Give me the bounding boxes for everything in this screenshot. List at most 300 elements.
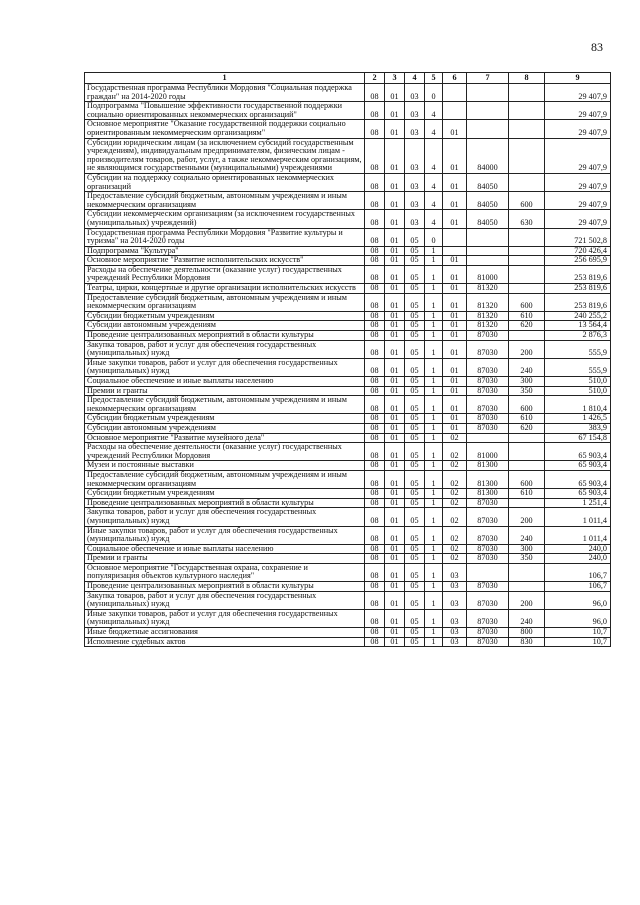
row-code	[509, 120, 545, 138]
row-code: 87030	[467, 609, 509, 627]
row-description: Подпрограмма "Повышение эффективности государственной поддержки социально ориентированных некоммерческих организаций"	[85, 102, 365, 120]
row-description: Закупка товаров, работ и услуг для обеспечения государственных (муниципальных) нужд	[85, 591, 365, 609]
row-code: 81000	[467, 443, 509, 461]
row-code: 01	[385, 311, 405, 321]
row-amount: 1 810,4	[545, 396, 611, 414]
row-code: 240	[509, 358, 545, 376]
row-amount: 510,0	[545, 386, 611, 396]
column-header: 7	[467, 73, 509, 84]
row-code: 87030	[467, 591, 509, 609]
row-description: Иные закупки товаров, работ и услуг для обеспечения государственных (муниципальных) нужд	[85, 358, 365, 376]
row-code: 1	[425, 265, 443, 283]
row-code: 08	[365, 102, 385, 120]
row-code: 87030	[467, 414, 509, 424]
row-code: 1	[425, 321, 443, 331]
row-code: 08	[365, 358, 385, 376]
row-code: 600	[509, 470, 545, 488]
table-row	[85, 173, 611, 191]
row-code: 08	[365, 461, 385, 471]
row-amount: 1 426,5	[545, 414, 611, 424]
row-code: 1	[425, 544, 443, 554]
table-row	[85, 591, 611, 609]
row-code: 05	[405, 433, 425, 443]
row-code: 08	[365, 508, 385, 526]
table-row	[85, 563, 611, 581]
table-row	[85, 284, 611, 294]
row-code: 01	[385, 331, 405, 341]
row-code: 01	[443, 210, 467, 228]
row-code: 01	[443, 265, 467, 283]
row-code: 05	[405, 489, 425, 499]
row-amount: 29 407,9	[545, 173, 611, 191]
row-code: 08	[365, 554, 385, 564]
row-code: 1	[425, 443, 443, 461]
row-code: 01	[385, 609, 405, 627]
row-amount: 720 426,4	[545, 246, 611, 256]
row-description: Предоставление субсидий бюджетным, автономным учреждениям и иным некоммерческим организациям	[85, 396, 365, 414]
row-code: 350	[509, 386, 545, 396]
row-code: 05	[405, 358, 425, 376]
row-code: 03	[443, 582, 467, 592]
row-code	[443, 246, 467, 256]
row-code: 1	[425, 396, 443, 414]
table-row	[85, 293, 611, 311]
row-code: 1	[425, 256, 443, 266]
row-code: 01	[385, 508, 405, 526]
row-code: 01	[385, 526, 405, 544]
table-row	[85, 192, 611, 210]
row-code	[509, 265, 545, 283]
row-code: 610	[509, 414, 545, 424]
row-code: 87030	[467, 628, 509, 638]
row-code: 01	[385, 637, 405, 647]
row-code: 08	[365, 470, 385, 488]
row-code: 84050	[467, 192, 509, 210]
row-code: 03	[443, 609, 467, 627]
row-code: 05	[405, 526, 425, 544]
row-code: 240	[509, 609, 545, 627]
row-code: 08	[365, 321, 385, 331]
row-code: 05	[405, 470, 425, 488]
row-code: 0	[425, 84, 443, 102]
row-code: 02	[443, 498, 467, 508]
row-amount: 67 154,8	[545, 433, 611, 443]
row-amount: 510,0	[545, 377, 611, 387]
row-code	[509, 582, 545, 592]
row-code: 01	[443, 321, 467, 331]
row-code: 01	[385, 489, 405, 499]
row-description: Проведение централизованных мероприятий в области культуры	[85, 582, 365, 592]
row-code: 0	[425, 228, 443, 246]
row-code: 200	[509, 508, 545, 526]
table-header-row	[85, 73, 611, 84]
row-code: 08	[365, 414, 385, 424]
row-code	[509, 563, 545, 581]
row-code: 84050	[467, 210, 509, 228]
row-code: 03	[405, 192, 425, 210]
row-code: 4	[425, 138, 443, 173]
row-code: 08	[365, 120, 385, 138]
row-amount: 1 011,4	[545, 526, 611, 544]
row-code: 01	[385, 340, 405, 358]
table-row	[85, 265, 611, 283]
row-code: 800	[509, 628, 545, 638]
row-description: Подпрограмма "Культура"	[85, 246, 365, 256]
row-code: 87030	[467, 331, 509, 341]
row-amount: 253 819,6	[545, 265, 611, 283]
table-row	[85, 386, 611, 396]
row-code: 01	[385, 544, 405, 554]
row-code: 01	[385, 120, 405, 138]
row-code: 08	[365, 423, 385, 433]
row-code: 01	[443, 173, 467, 191]
row-code: 01	[385, 386, 405, 396]
row-code: 87030	[467, 637, 509, 647]
row-code: 05	[405, 628, 425, 638]
row-amount: 256 695,9	[545, 256, 611, 266]
row-code: 1	[425, 637, 443, 647]
table-row	[85, 508, 611, 526]
column-header: 2	[365, 73, 385, 84]
row-code: 05	[405, 340, 425, 358]
row-code: 01	[385, 433, 405, 443]
row-code: 87030	[467, 544, 509, 554]
row-description: Проведение централизованных мероприятий в области культуры	[85, 331, 365, 341]
row-code: 01	[385, 498, 405, 508]
row-code	[509, 228, 545, 246]
row-code: 1	[425, 331, 443, 341]
row-code: 87030	[467, 358, 509, 376]
row-code: 01	[385, 293, 405, 311]
row-code: 87030	[467, 526, 509, 544]
row-code: 1	[425, 340, 443, 358]
row-code: 4	[425, 210, 443, 228]
row-code: 81320	[467, 321, 509, 331]
table-row	[85, 228, 611, 246]
table-row	[85, 138, 611, 173]
row-code: 05	[405, 443, 425, 461]
row-amount: 29 407,9	[545, 138, 611, 173]
row-description: Субсидии автономным учреждениям	[85, 321, 365, 331]
row-code: 1	[425, 358, 443, 376]
row-description: Исполнение судебных актов	[85, 637, 365, 647]
row-code: 01	[385, 628, 405, 638]
row-code: 01	[443, 311, 467, 321]
row-code: 620	[509, 423, 545, 433]
row-code	[443, 84, 467, 102]
row-code: 01	[443, 423, 467, 433]
row-code: 08	[365, 84, 385, 102]
row-code	[443, 102, 467, 120]
row-amount: 65 903,4	[545, 470, 611, 488]
row-code: 03	[405, 173, 425, 191]
table-row	[85, 609, 611, 627]
row-code: 87030	[467, 386, 509, 396]
row-code: 87030	[467, 396, 509, 414]
row-code	[509, 461, 545, 471]
row-code: 81300	[467, 470, 509, 488]
row-description: Предоставление субсидий бюджетным, автономным учреждениям и иным некоммерческим организациям	[85, 470, 365, 488]
row-code: 01	[385, 256, 405, 266]
row-code: 01	[385, 582, 405, 592]
row-code	[467, 433, 509, 443]
row-code: 01	[385, 563, 405, 581]
row-description: Основное мероприятие "Оказание государственной поддержки социально ориентированным некоммерческим организациям"	[85, 120, 365, 138]
row-description: Иные закупки товаров, работ и услуг для обеспечения государственных (муниципальных) нужд	[85, 609, 365, 627]
row-amount: 65 903,4	[545, 461, 611, 471]
row-amount: 721 502,8	[545, 228, 611, 246]
row-code: 08	[365, 591, 385, 609]
row-amount: 29 407,9	[545, 102, 611, 120]
table-row	[85, 102, 611, 120]
row-code: 01	[385, 591, 405, 609]
table-row	[85, 358, 611, 376]
row-amount: 555,9	[545, 340, 611, 358]
row-code: 01	[385, 377, 405, 387]
row-code: 01	[385, 192, 405, 210]
row-code: 81300	[467, 489, 509, 499]
row-code: 05	[405, 554, 425, 564]
row-code: 05	[405, 386, 425, 396]
row-code: 08	[365, 331, 385, 341]
row-code: 08	[365, 138, 385, 173]
row-code	[467, 246, 509, 256]
table-row	[85, 414, 611, 424]
row-code	[509, 498, 545, 508]
row-code: 08	[365, 609, 385, 627]
table-row	[85, 489, 611, 499]
row-code: 03	[443, 628, 467, 638]
row-code: 05	[405, 461, 425, 471]
row-code: 03	[405, 138, 425, 173]
table-row	[85, 470, 611, 488]
column-header: 1	[85, 73, 365, 84]
row-code: 01	[385, 423, 405, 433]
row-description: Субсидии бюджетным учреждениям	[85, 414, 365, 424]
table-row	[85, 377, 611, 387]
row-code: 08	[365, 256, 385, 266]
table-row	[85, 461, 611, 471]
row-code: 08	[365, 246, 385, 256]
row-code: 05	[405, 609, 425, 627]
row-code: 08	[365, 582, 385, 592]
row-description: Основное мероприятие "Развитие музейного дела"	[85, 433, 365, 443]
row-code: 81320	[467, 293, 509, 311]
row-code: 1	[425, 508, 443, 526]
row-code: 01	[443, 331, 467, 341]
row-code: 05	[405, 396, 425, 414]
row-description: Социальное обеспечение и иные выплаты населению	[85, 377, 365, 387]
table-row	[85, 120, 611, 138]
row-code: 01	[385, 246, 405, 256]
row-code: 08	[365, 173, 385, 191]
row-code: 08	[365, 544, 385, 554]
row-code: 4	[425, 192, 443, 210]
row-code: 03	[443, 637, 467, 647]
row-code: 1	[425, 470, 443, 488]
row-code: 620	[509, 321, 545, 331]
table-row	[85, 498, 611, 508]
row-code: 01	[443, 293, 467, 311]
row-amount: 29 407,9	[545, 210, 611, 228]
row-code	[467, 102, 509, 120]
row-code: 01	[385, 284, 405, 294]
table-row	[85, 321, 611, 331]
row-amount: 65 903,4	[545, 443, 611, 461]
row-code: 05	[405, 563, 425, 581]
row-code: 1	[425, 311, 443, 321]
row-code: 08	[365, 526, 385, 544]
table-row	[85, 637, 611, 647]
row-description: Расходы на обеспечение деятельности (оказание услуг) государственных учреждений Республики Мордовия	[85, 443, 365, 461]
row-code: 1	[425, 284, 443, 294]
row-code: 87030	[467, 498, 509, 508]
row-code: 03	[405, 120, 425, 138]
row-amount: 253 819,6	[545, 284, 611, 294]
table-row	[85, 554, 611, 564]
row-code: 03	[405, 102, 425, 120]
row-code	[509, 246, 545, 256]
row-code: 01	[443, 377, 467, 387]
row-code: 1	[425, 498, 443, 508]
table-row	[85, 340, 611, 358]
row-code: 630	[509, 210, 545, 228]
row-code: 08	[365, 443, 385, 461]
row-description: Субсидии бюджетным учреждениям	[85, 311, 365, 321]
row-code: 08	[365, 386, 385, 396]
row-code: 87030	[467, 423, 509, 433]
row-code	[509, 331, 545, 341]
row-code: 08	[365, 228, 385, 246]
row-description: Музеи и постоянные выставки	[85, 461, 365, 471]
row-code	[509, 173, 545, 191]
table-row	[85, 423, 611, 433]
row-code: 08	[365, 210, 385, 228]
row-code: 01	[443, 192, 467, 210]
row-code: 87030	[467, 377, 509, 387]
row-code	[509, 433, 545, 443]
row-code: 02	[443, 526, 467, 544]
row-amount: 10,7	[545, 628, 611, 638]
row-code: 01	[385, 414, 405, 424]
row-code	[467, 120, 509, 138]
row-description: Иные закупки товаров, работ и услуг для обеспечения государственных (муниципальных) нужд	[85, 526, 365, 544]
budget-table	[84, 72, 611, 647]
row-description: Премии и гранты	[85, 386, 365, 396]
row-code: 81000	[467, 265, 509, 283]
row-description: Закупка товаров, работ и услуг для обеспечения государственных (муниципальных) нужд	[85, 508, 365, 526]
row-amount: 240 255,2	[545, 311, 611, 321]
row-code: 300	[509, 544, 545, 554]
row-code: 02	[443, 470, 467, 488]
row-code: 08	[365, 192, 385, 210]
row-amount: 1 251,4	[545, 498, 611, 508]
row-amount: 106,7	[545, 582, 611, 592]
row-code: 05	[405, 582, 425, 592]
table-row	[85, 246, 611, 256]
row-code: 05	[405, 508, 425, 526]
row-code: 02	[443, 554, 467, 564]
row-amount: 106,7	[545, 563, 611, 581]
row-code: 01	[443, 138, 467, 173]
row-description: Субсидии бюджетным учреждениям	[85, 489, 365, 499]
table-row	[85, 256, 611, 266]
row-code: 08	[365, 284, 385, 294]
table-row	[85, 433, 611, 443]
row-code: 08	[365, 293, 385, 311]
row-code: 01	[443, 340, 467, 358]
row-code: 1	[425, 591, 443, 609]
row-code: 01	[385, 396, 405, 414]
row-code: 05	[405, 637, 425, 647]
row-code: 01	[443, 358, 467, 376]
row-code: 05	[405, 591, 425, 609]
row-code: 03	[443, 591, 467, 609]
row-amount: 29 407,9	[545, 192, 611, 210]
row-code	[467, 563, 509, 581]
column-header: 5	[425, 73, 443, 84]
row-code: 08	[365, 498, 385, 508]
row-code	[509, 138, 545, 173]
row-description: Социальное обеспечение и иные выплаты населению	[85, 544, 365, 554]
row-code: 01	[385, 443, 405, 461]
row-description: Основное мероприятие "Развитие исполнительских искусств"	[85, 256, 365, 266]
row-code: 05	[405, 414, 425, 424]
row-code: 05	[405, 293, 425, 311]
row-code: 600	[509, 293, 545, 311]
table-row	[85, 628, 611, 638]
row-code: 02	[443, 544, 467, 554]
row-description: Предоставление субсидий бюджетным, автономным учреждениям и иным некоммерческим организациям	[85, 293, 365, 311]
row-amount: 240,0	[545, 554, 611, 564]
row-code: 200	[509, 340, 545, 358]
row-code: 830	[509, 637, 545, 647]
row-code: 01	[443, 120, 467, 138]
row-description: Основное мероприятие "Государственная охрана, сохранение и популяризация объектов культурного наследия"	[85, 563, 365, 581]
row-code: 84000	[467, 138, 509, 173]
row-amount: 555,9	[545, 358, 611, 376]
row-code: 01	[385, 321, 405, 331]
table-row	[85, 84, 611, 102]
row-code: 08	[365, 311, 385, 321]
row-description: Театры, цирки, концертные и другие организации исполнительских искусств	[85, 284, 365, 294]
row-code: 01	[385, 173, 405, 191]
row-code: 1	[425, 293, 443, 311]
column-header: 8	[509, 73, 545, 84]
row-code: 200	[509, 591, 545, 609]
row-code: 1	[425, 582, 443, 592]
row-code: 08	[365, 396, 385, 414]
row-code: 03	[405, 210, 425, 228]
row-code: 02	[443, 508, 467, 526]
table-row	[85, 582, 611, 592]
row-code: 01	[385, 138, 405, 173]
table-row	[85, 396, 611, 414]
table-row	[85, 526, 611, 544]
row-code	[509, 84, 545, 102]
row-amount: 29 407,9	[545, 120, 611, 138]
row-code: 1	[425, 628, 443, 638]
row-code: 01	[385, 102, 405, 120]
row-code: 08	[365, 433, 385, 443]
row-code: 08	[365, 340, 385, 358]
row-code: 87030	[467, 508, 509, 526]
row-code: 81320	[467, 311, 509, 321]
row-description: Премии и гранты	[85, 554, 365, 564]
row-code: 01	[385, 84, 405, 102]
row-code: 01	[385, 470, 405, 488]
row-code: 610	[509, 311, 545, 321]
